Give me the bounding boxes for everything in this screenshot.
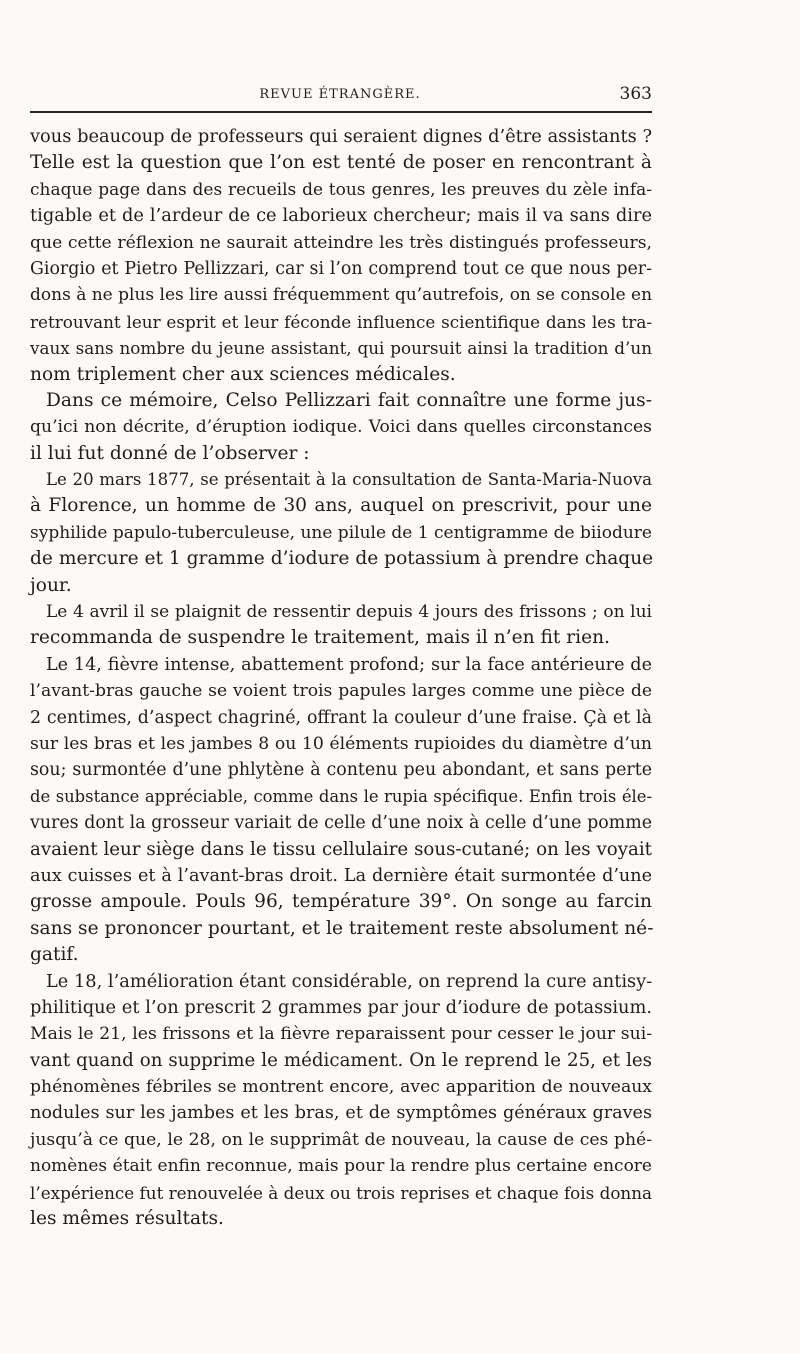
text-line: aux cuisses et à l’avant-bras droit. La dernière était surmontée d’une bbox=[30, 865, 652, 886]
text-line: nodules sur les jambes et les bras, et de symptômes généraux graves bbox=[30, 1103, 652, 1124]
text-line: jusqu’à ce que, le 28, on le supprimât de nouveau, la cause de ces phé- bbox=[30, 1129, 652, 1150]
text-line: Le 14, fièvre intense, abattement profond; sur la face antérieure de bbox=[46, 654, 652, 675]
text-line: grosse ampoule. Pouls 96, température 39°. On songe au farcin bbox=[30, 891, 652, 913]
text-line: phénomènes fébriles se montrent encore, avec apparition de nouveaux bbox=[30, 1077, 652, 1098]
text-line: philitique et l’on prescrit 2 grammes par jour d’iodure de potassium. bbox=[30, 996, 652, 1018]
text-line: nomènes était enfin reconnue, mais pour la rendre plus certaine encore bbox=[30, 1156, 652, 1177]
text-line: l’avant-bras gauche se voient trois papules larges comme une pièce de bbox=[30, 681, 652, 702]
text-line: vant quand on supprime le médicament. On le reprend le 25, et les bbox=[30, 1049, 652, 1071]
text-line: Le 18, l’amélioration étant considérable, on reprend la cure antisy- bbox=[46, 970, 653, 992]
text-line: tigable et de l’ardeur de ce laborieux chercheur; mais il va sans dire bbox=[30, 205, 652, 227]
text-line: sur les bras et les jambes 8 ou 10 éléments rupioides du diamètre d’un bbox=[30, 733, 652, 754]
text-line: vures dont la grosseur variait de celle d’une noix à celle d’une pomme bbox=[30, 813, 652, 834]
text-line: retrouvant leur esprit et leur féconde influence scientifique dans les tra- bbox=[30, 311, 652, 332]
running-head bbox=[28, 84, 652, 106]
text-line: dons à ne plus les lire aussi fréquemment qu’autrefois, on se console en bbox=[30, 285, 653, 306]
text-line: Le 4 avril il se plaignit de ressentir depuis 4 jours des frissons ; on lui bbox=[46, 602, 652, 623]
text-line: gatif. bbox=[30, 944, 79, 966]
text-line: avaient leur siège dans le tissu cellulaire sous-cutané; on les voyait bbox=[30, 838, 652, 860]
text-line: l’expérience fut renouvelée à deux ou trois reprises et chaque fois donna bbox=[30, 1182, 653, 1203]
text-line: vaux sans nombre du jeune assistant, qui poursuit ainsi la tradition d’un bbox=[30, 338, 652, 359]
text-line: Le 20 mars 1877, se présentait à la consultation de Santa-Maria-Nuova bbox=[46, 470, 652, 490]
text-line: sans se prononcer pourtant, et le traitement reste absolument né- bbox=[30, 917, 654, 939]
text-line: Giorgio et Pietro Pellizzari, car si l’on comprend tout ce que nous per- bbox=[30, 258, 652, 279]
text-line: les mêmes résultats. bbox=[30, 1208, 224, 1230]
text-line: 2 centimes, d’aspect chagriné, offrant la couleur d’une fraise. Çà et là bbox=[30, 707, 652, 728]
text-line: Telle est la question que l’on est tenté de poser en rencontrant à bbox=[30, 152, 652, 174]
text-line: nom triplement cher aux sciences médicales. bbox=[30, 363, 456, 385]
text-line: il lui fut donné de l’observer : bbox=[30, 442, 310, 464]
text-line: jour. bbox=[30, 574, 72, 596]
text-line: Dans ce mémoire, Celso Pellizzari fait connaître une forme jus- bbox=[46, 389, 652, 411]
header-rule bbox=[30, 111, 652, 113]
page-number: 363 bbox=[619, 84, 652, 104]
text-line: syphilide papulo-tuberculeuse, une pilule de 1 centigramme de biiodure bbox=[30, 522, 652, 543]
running-title: REVUE ÉTRANGÈRE. bbox=[259, 87, 421, 102]
text-line: à Florence, un homme de 30 ans, auquel on prescrivit, pour une bbox=[30, 495, 652, 517]
text-line: de substance appréciable, comme dans le rupia spécifique. Enfin trois éle- bbox=[30, 786, 652, 806]
text-line: Mais le 21, les frissons et la fièvre reparaissent pour cesser le jour sui- bbox=[30, 1024, 652, 1045]
text-line: chaque page dans des recueils de tous genres, les preuves du zèle infa- bbox=[30, 179, 652, 200]
text-line: que cette réflexion ne saurait atteindre les très distingués professeurs, bbox=[30, 232, 652, 253]
body-text bbox=[30, 124, 652, 1232]
text-line: vous beaucoup de professeurs qui seraient dignes d’être assistants ? bbox=[30, 126, 652, 147]
text-line: de mercure et 1 gramme d’iodure de potassium à prendre chaque bbox=[30, 548, 654, 570]
text-line: recommanda de suspendre le traitement, mais il n’en fit rien. bbox=[30, 627, 611, 649]
text-line: qu’ici non décrite, d’éruption iodique. Voici dans quelles circonstances bbox=[30, 417, 652, 438]
text-line: sou; surmontée d’une phlytène à contenu peu abondant, et sans perte bbox=[30, 760, 652, 781]
